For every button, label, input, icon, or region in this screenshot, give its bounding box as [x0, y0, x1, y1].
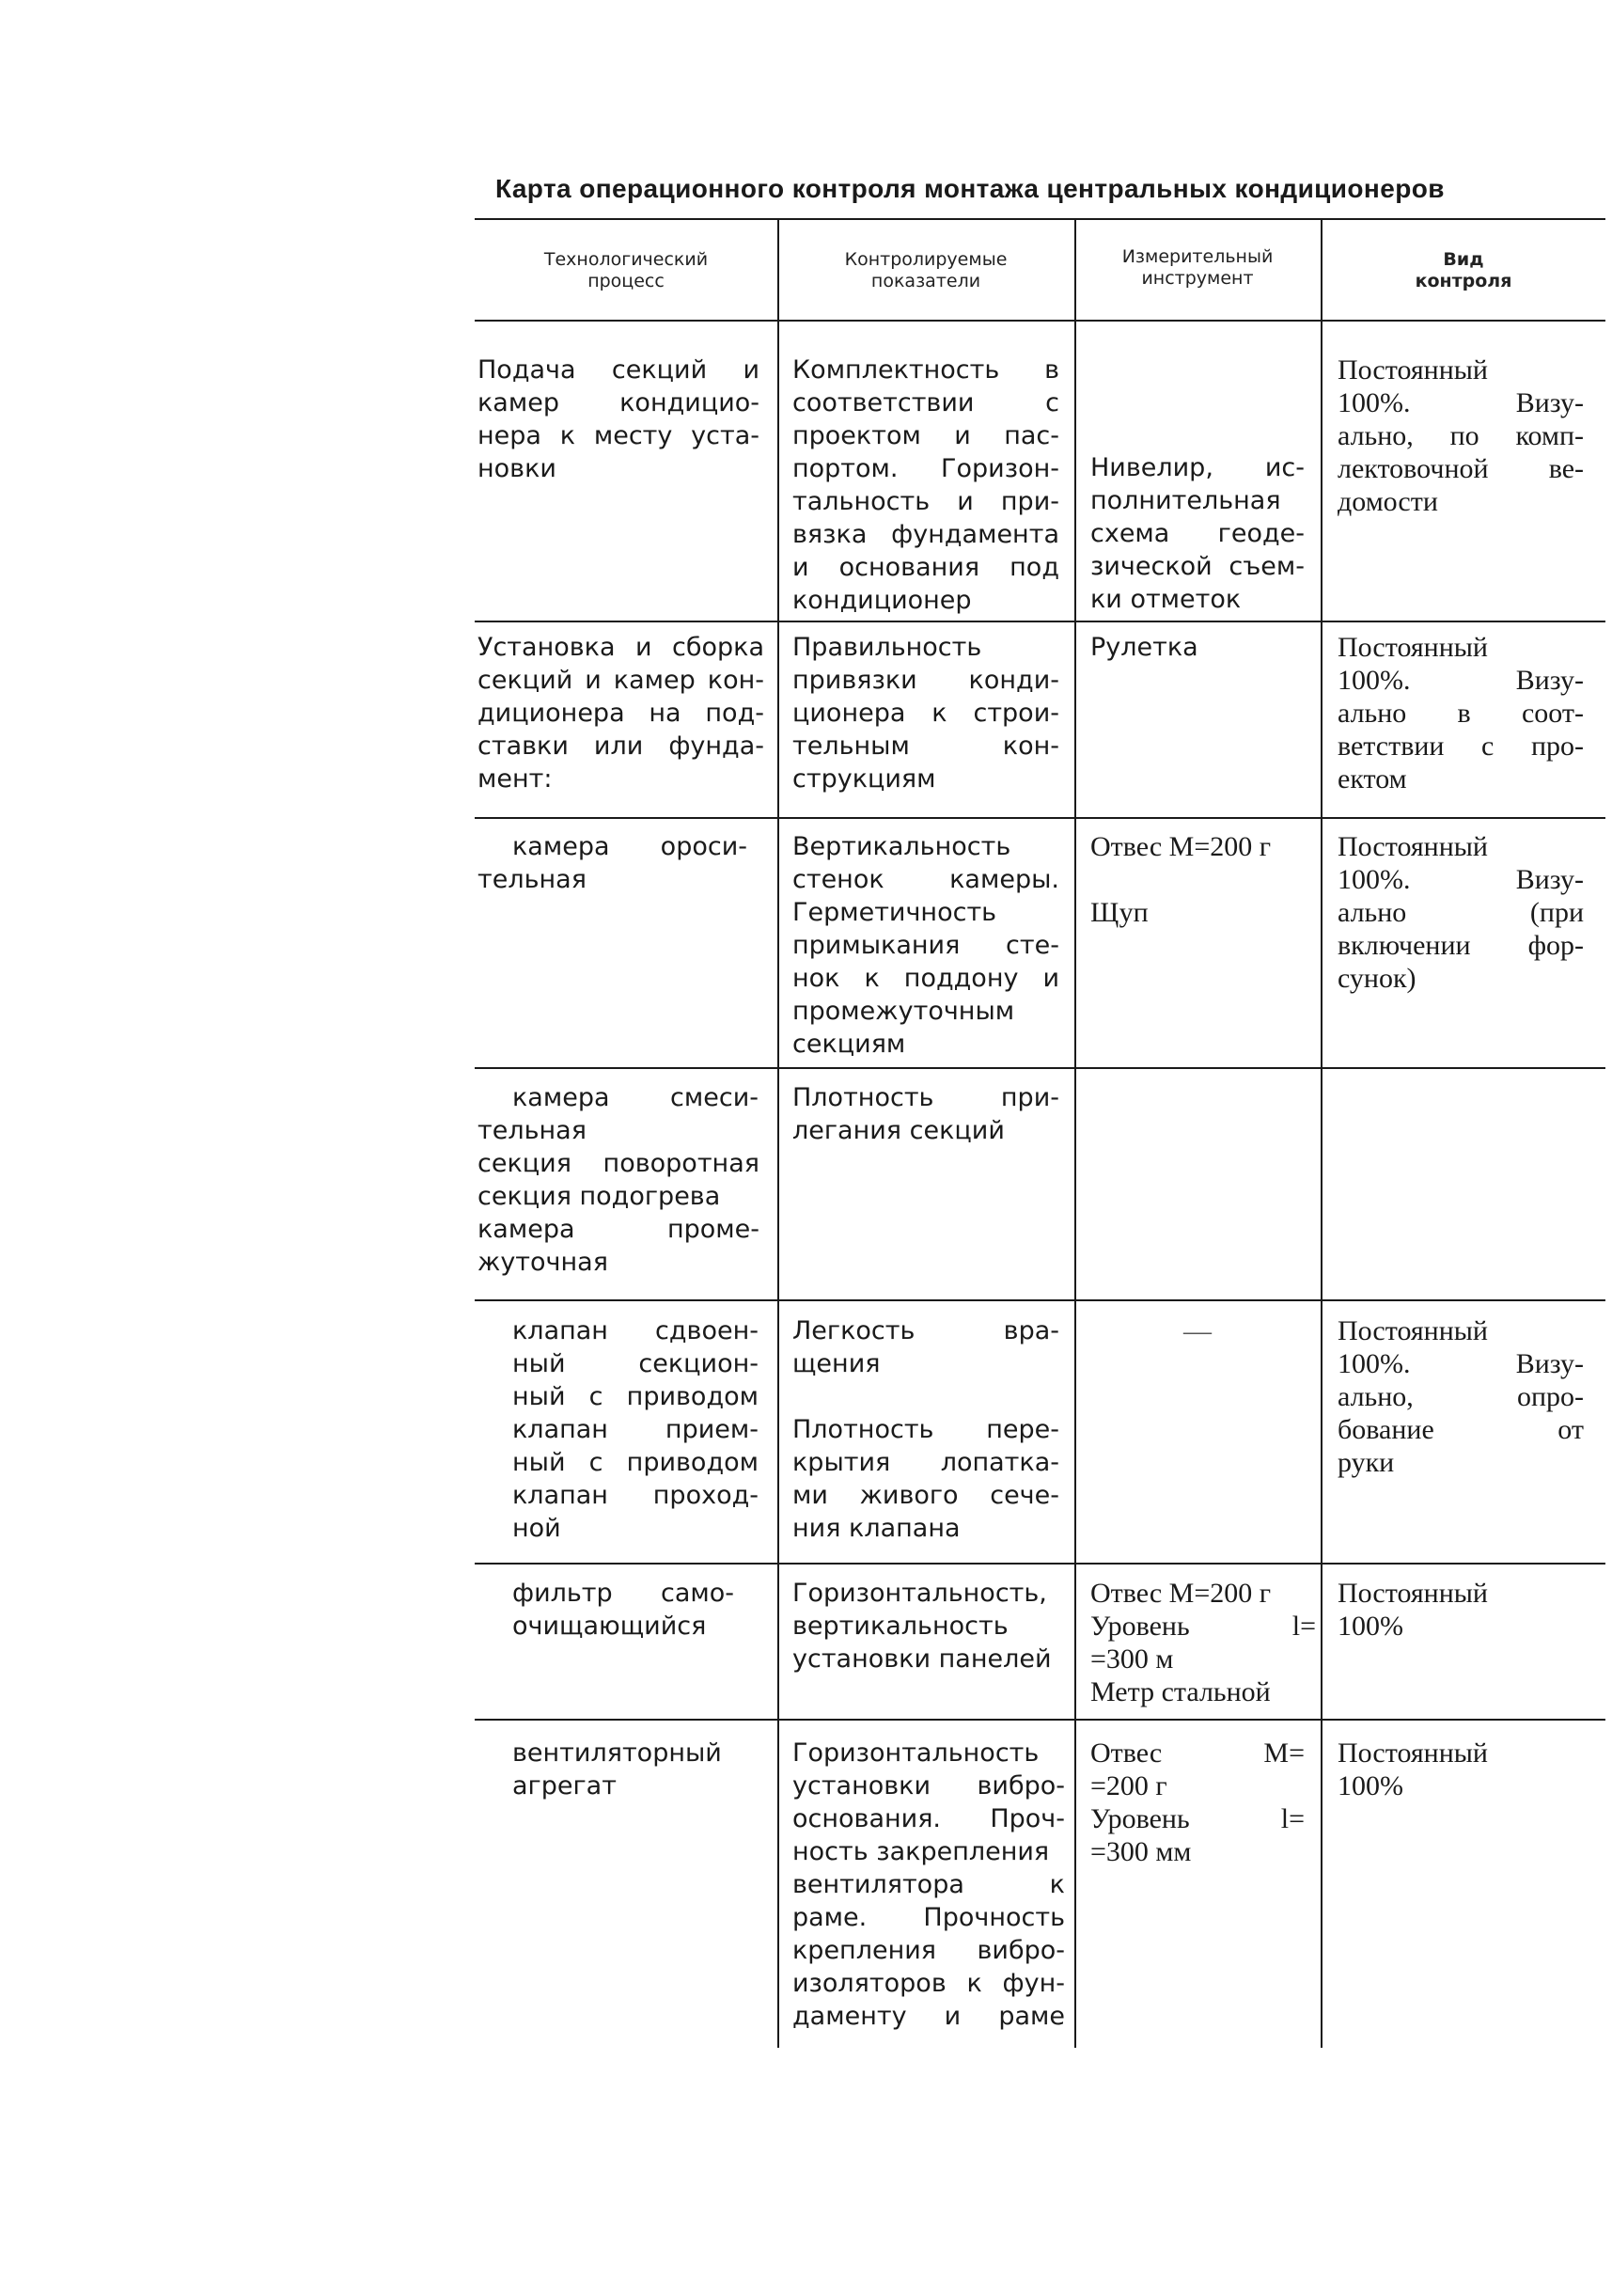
column-header-control: Вид контроля	[1415, 249, 1512, 291]
table-cell-control: Постоянный 100%	[1338, 1578, 1488, 1642]
table-cell-indicators: Легкость вра- щения Плотность пере- крытия лопатка- ми живого сече- ния клапана	[792, 1316, 1059, 1543]
table-cell-control: Постоянный 100%. Визу- ально, по комп- лектовочной ве- домости	[1338, 354, 1584, 517]
table-cell-process-cont: тельная секция поворотная секция подогрева камера проме- жуточная	[477, 1116, 759, 1277]
table-cell-control: Постоянный 100%	[1338, 1738, 1488, 1801]
column-divider	[1074, 219, 1076, 2048]
row-divider	[475, 621, 1605, 622]
table-cell-indicators: Горизонтальность, вертикальность установки панелей	[792, 1579, 1052, 1674]
row-divider	[475, 1563, 1605, 1565]
table-cell-process: камера смеси-	[512, 1083, 759, 1112]
table-cell-process-cont: тельная	[477, 865, 587, 894]
table-cell-instrument-dash: —	[1183, 1315, 1212, 1346]
table-cell-process: фильтр само-	[512, 1579, 734, 1608]
column-header-instrument: Измерительный инструмент	[1121, 246, 1274, 289]
table-cell-control: Постоянный 100%. Визу- ально (при включении фор- сунок)	[1338, 831, 1584, 994]
table-cell-process: вентиляторный агрегат	[512, 1738, 722, 1801]
table-cell-process: клапан сдвоен- ный секцион- ный с приводом клапан прием- ный с приводом клапан проход- ной	[512, 1316, 759, 1543]
column-header-process: Технологический процесс	[543, 249, 709, 291]
table-cell-control: Постоянный 100%. Визу- ально в соот- ветствии с про- ектом	[1338, 632, 1584, 794]
table-cell-instrument: Отвес М=200 г Уровень l= =300 м Метр стальной	[1090, 1578, 1316, 1707]
table-top-rule	[475, 218, 1605, 220]
document-title: Карта операционного контроля монтажа центральных кондиционеров	[495, 174, 1445, 203]
row-divider	[475, 1299, 1605, 1301]
table-cell-process: Подача секций и камер кондицио- нера к месту уста- новки	[477, 355, 759, 483]
table-cell-instrument: Отвес М= =200 г Уровень l= =300 мм	[1090, 1738, 1305, 1867]
table-cell-instrument: Нивелир, ис- полнительная схема геоде- зической съем- ки отметок	[1090, 453, 1305, 614]
table-cell-control: Постоянный 100%. Визу- ально, опро- бование от руки	[1338, 1315, 1584, 1478]
column-divider	[777, 219, 779, 2048]
header-bottom-rule	[475, 320, 1605, 322]
table-cell-instrument: Рулетка	[1090, 633, 1198, 662]
table-cell-process-cont: очищающийся	[512, 1612, 707, 1641]
table-cell-indicators: Плотность при- легания секций	[792, 1083, 1059, 1145]
row-divider	[475, 1719, 1605, 1721]
column-header-indicators: Контролируемые показатели	[844, 249, 1008, 291]
table-cell-instrument: Отвес М=200 г Щуп	[1090, 831, 1272, 928]
row-divider	[475, 817, 1605, 819]
column-divider	[1321, 219, 1322, 2048]
table-cell-process: камера ороси-	[512, 832, 747, 861]
table-cell-indicators: Комплектность в соответствии с проектом и пас- портом. Горизон- тальность и при- вязка фундамента и основания под кондиционер	[792, 355, 1059, 615]
row-divider	[475, 1067, 1605, 1069]
table-cell-process: Установка и сборка секций и камер кон- диционера на под- ставки или фунда- мент:	[477, 633, 764, 794]
table-cell-indicators: Горизонтальность установки вибро- основания. Проч- ность закрепления вентилятора к раме. Прочность крепления вибро- изоляторов к фун- даменту и раме	[792, 1738, 1065, 2031]
table-cell-indicators: Вертикальность стенок камеры. Герметичность примыкания сте- нок к поддону и промежуточным секциям	[792, 832, 1059, 1059]
table-cell-indicators: Правильность привязки конди- ционера к строи- тельным кон- струкциям	[792, 633, 1059, 794]
